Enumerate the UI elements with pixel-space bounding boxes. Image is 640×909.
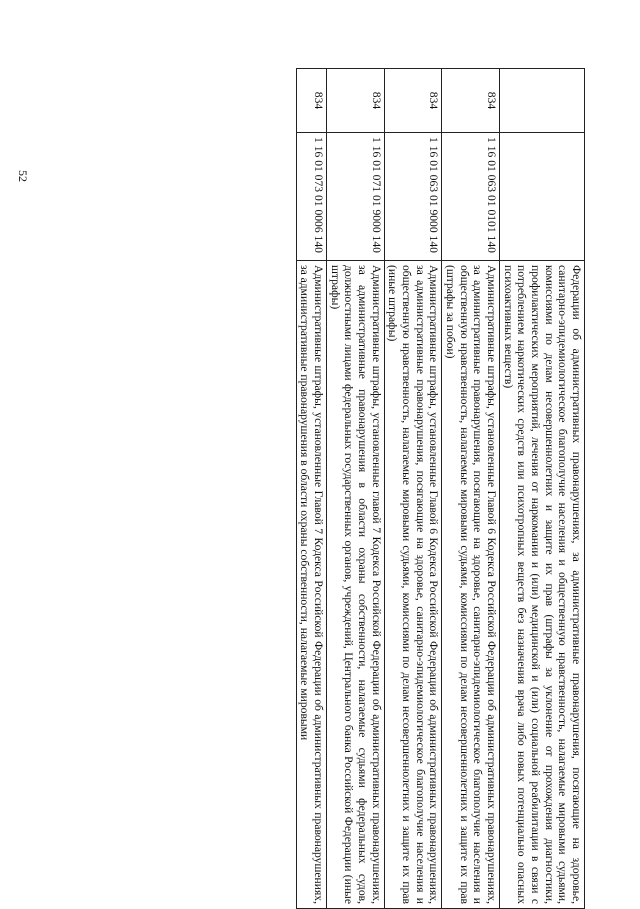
budget-code-cell: 1 16 01 063 01 0101 140 <box>442 133 500 261</box>
revenue-name-cell: Административные штрафы, установленные Главой 6 Кодекса Российской Федерации об административных правонарушениях, за административные правонарушения, посягающие на здоровье, санитарно-эпидемиологическое благополучие населения и общественную нравственность, налагаемые мировыми судьями, комиссиями по делам несовершеннолетних и защите их прав (иные штрафы) <box>384 261 442 909</box>
admin-code-cell: 834 <box>326 69 384 133</box>
table-body <box>296 69 584 909</box>
table-row <box>296 69 326 909</box>
table-row <box>326 69 384 909</box>
table-row <box>499 69 584 909</box>
budget-code-cell: 1 16 01 063 01 9000 140 <box>384 133 442 261</box>
admin-code-cell: 834 <box>442 69 500 133</box>
rotated-table-wrapper <box>296 68 585 908</box>
revenue-name-cell: Федерации об административных правонарушениях, за административные правонарушения, посягающие на здоровье, санитарно-эпидемиологическое благополучие населения и общественную нравственность, налагаемые мировыми судьями, комиссиями по делам несовершеннолетних и защите их прав (штрафы за уклонение от прохождения диагностики, профилактических мероприятий, лечения от наркомании и (или) медицинской и (или) социальной реабилитации в связи с потреблением наркотических средств или психотропных веществ без назначения врача либо новых потенциально опасных психоактивных веществ) <box>499 261 584 909</box>
table-row <box>384 69 442 909</box>
table-row <box>442 69 500 909</box>
budget-code-cell: 1 16 01 071 01 9000 140 <box>326 133 384 261</box>
admin-code-cell: 834 <box>296 69 326 133</box>
page-number: 52 <box>16 170 30 182</box>
budget-code-cell <box>499 133 584 261</box>
admin-code-cell <box>499 69 584 133</box>
revenue-name-cell: Административные штрафы, установленные Главой 7 Кодекса Российской Федерации об административных правонарушениях, за административные правонарушения в области охраны собственности, налагаемые мировыми <box>296 261 326 909</box>
revenue-name-cell: Административные штрафы, установленные главой 7 Кодекса Российской Федерации об административных правонарушениях, за административные правонарушения в области охраны собственности, налагаемые судьями федеральных судов, должностными лицами федеральных государственных органов, учреждений, Центрального банка Российской Федерации (иные штрафы) <box>326 261 384 909</box>
admin-code-cell: 834 <box>384 69 442 133</box>
budget-classification-table <box>296 68 585 909</box>
revenue-name-cell: Административные штрафы, установленные Главой 6 Кодекса Российской Федерации об административных правонарушениях, за административные правонарушения, посягающие на здоровье, санитарно-эпидемиологическое благополучие населения и общественную нравственность, налагаемые мировыми судьями, комиссиями по делам несовершеннолетних и защите их прав (штрафы за побои) <box>442 261 500 909</box>
budget-code-cell: 1 16 01 073 01 0006 140 <box>296 133 326 261</box>
